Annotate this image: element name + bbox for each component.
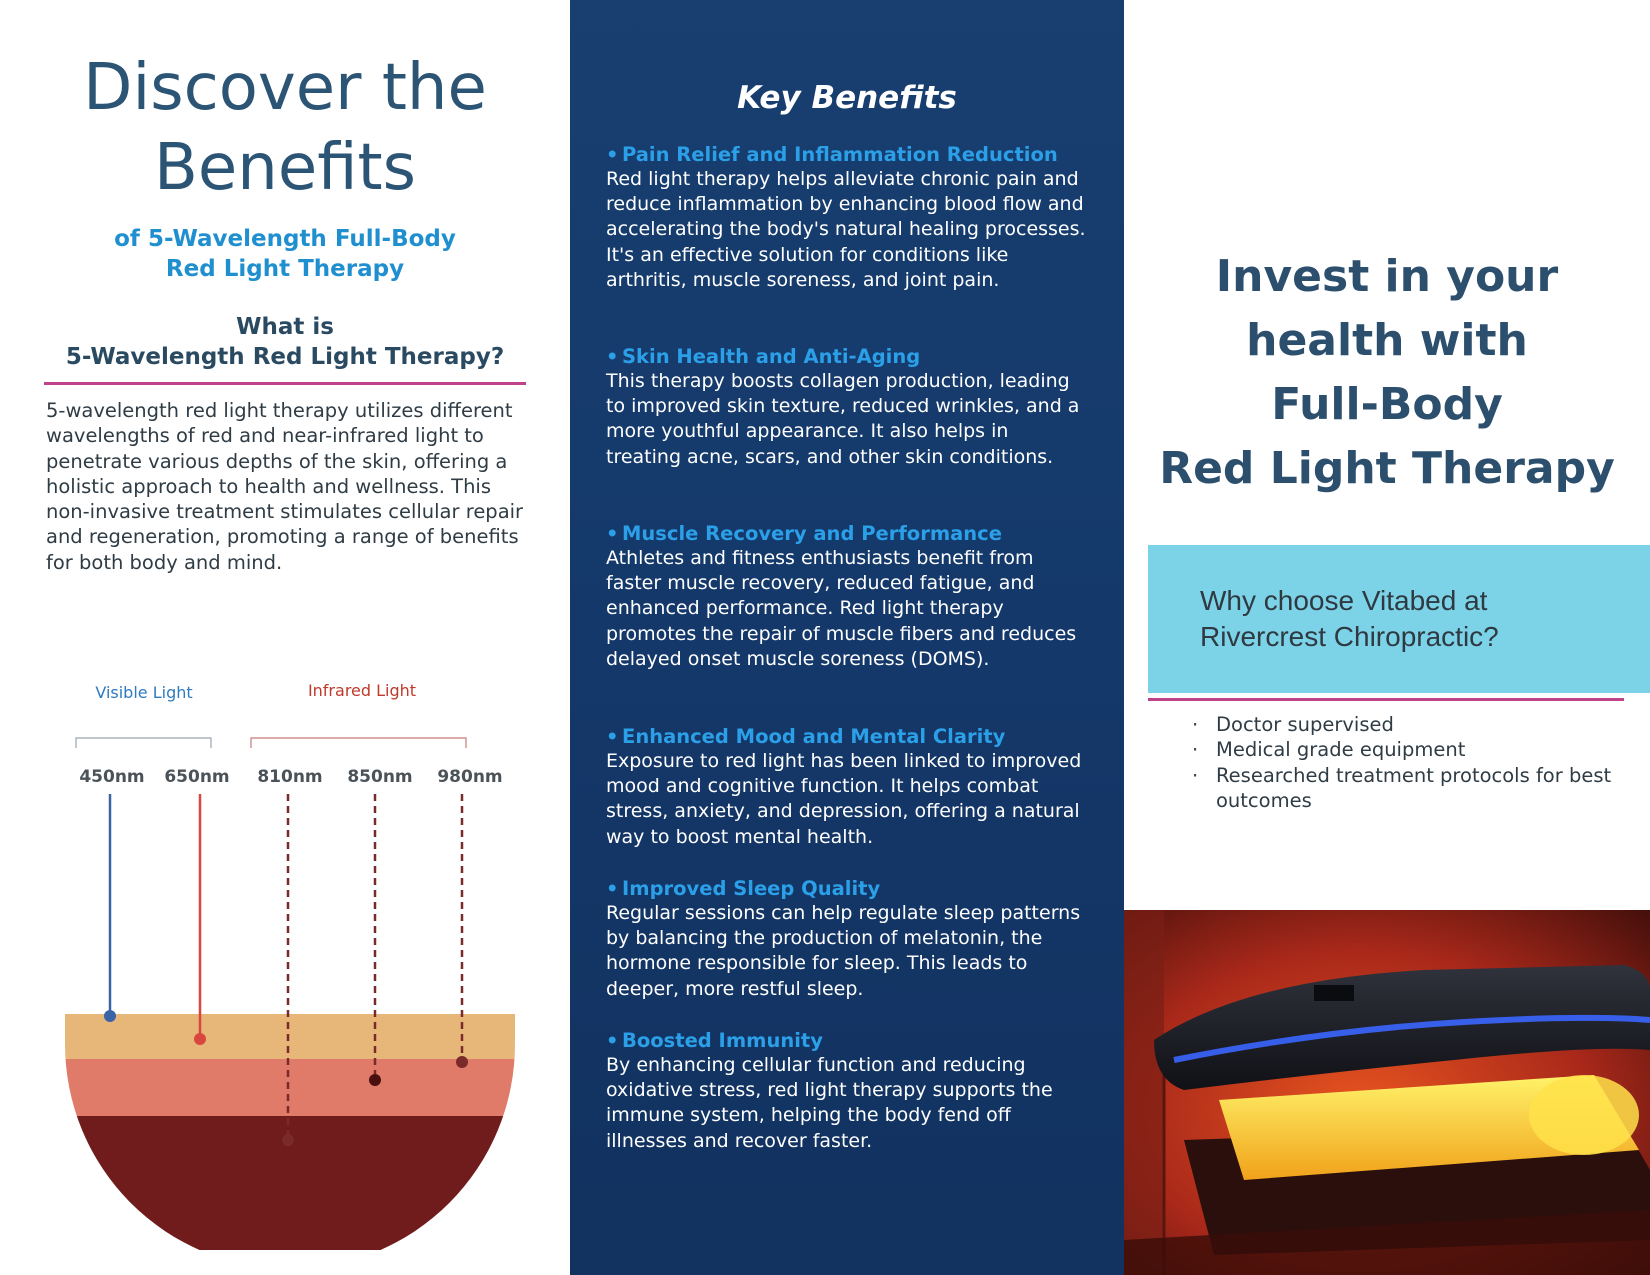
benefit-heading: Boosted Immunity <box>622 1029 823 1052</box>
benefit-body: By enhancing cellular function and reducing oxidative stress, red light therapy supports the immune system, helping the body fend off illnesses and recover faster. <box>606 1054 1053 1152</box>
wavelength-label-810: 810nm <box>257 767 323 787</box>
benefit-body: Red light therapy helps alleviate chronic pain and reduce inflammation by enhancing blood flow and accelerating the body's natural healing processes. It's an effective solution for conditions like arthritis, muscle soreness, and joint pain. <box>606 168 1086 291</box>
benefit-item <box>606 344 1086 470</box>
why-choose-heading <box>1200 583 1620 655</box>
bullet-icon: • <box>606 877 619 900</box>
bullet-icon: • <box>606 345 619 368</box>
reason-text: Medical grade equipment <box>1216 738 1466 762</box>
list-item <box>1192 712 1636 737</box>
subtitle-line-1: of 5-Wavelength Full-Body <box>114 226 456 252</box>
benefit-body: Regular sessions can help regulate sleep patterns by balancing the production of melatonin, the hormone responsible for sleep. This leads to deeper, more restful sleep. <box>606 902 1081 1000</box>
reasons-list <box>1192 712 1636 813</box>
key-benefits-panel <box>570 0 1124 1275</box>
title-line-1: Discover the <box>83 51 487 125</box>
subtitle <box>40 224 530 284</box>
invest-line-2: health with <box>1246 315 1528 366</box>
bullet-icon: · <box>1192 713 1199 736</box>
endpoint-850nm <box>369 1074 381 1086</box>
why-choose-box <box>1148 545 1650 693</box>
dermis-layer <box>40 1059 540 1116</box>
room-wall <box>1124 910 1164 1275</box>
visible-bracket <box>76 738 211 748</box>
key-benefits-title: Key Benefits <box>737 80 957 116</box>
wavelength-label-450: 450nm <box>79 767 145 787</box>
invest-line-3: Full-Body <box>1271 379 1503 430</box>
divider-rule <box>44 382 526 385</box>
invest-line-4: Red Light Therapy <box>1159 443 1615 494</box>
benefit-item <box>606 876 1086 1002</box>
bed-end-glow <box>1529 1075 1639 1155</box>
benefit-heading: Enhanced Mood and Mental Clarity <box>622 725 1006 748</box>
subtitle-line-2: Red Light Therapy <box>165 256 405 282</box>
infrared-bracket <box>251 738 466 748</box>
what-is-line-1: What is <box>236 314 334 340</box>
endpoint-980nm <box>456 1056 468 1068</box>
benefit-heading: Skin Health and Anti-Aging <box>622 345 921 368</box>
left-panel <box>0 0 570 1275</box>
benefit-body: Exposure to red light has been linked to improved mood and cognitive function. It helps combat stress, anxiety, and depression, offering a natural way to boost mental health. <box>606 750 1082 848</box>
bullet-icon: • <box>606 1029 619 1052</box>
benefit-item <box>606 1028 1086 1154</box>
why-line-1: Why choose Vitabed at <box>1200 585 1488 616</box>
bullet-icon: · <box>1192 738 1199 762</box>
description-paragraph: 5-wavelength red light therapy utilizes different wavelengths of red and near-infrared light to penetrate various depths of the skin, offering a holistic approach to health and wellness. This non-invasive treatment stimulates cellular repair and regeneration, promoting a range of benefits for both body and mind. <box>46 399 524 574</box>
bullet-icon: · <box>1192 763 1199 787</box>
invest-heading <box>1124 245 1650 501</box>
bullet-icon: • <box>606 143 619 166</box>
page-title <box>20 48 550 208</box>
benefit-heading: Pain Relief and Inflammation Reduction <box>622 143 1058 166</box>
reason-text: Doctor supervised <box>1216 713 1394 736</box>
why-divider-rule <box>1148 698 1624 701</box>
benefit-heading: Muscle Recovery and Performance <box>622 522 1002 545</box>
benefit-body: This therapy boosts collagen production, leading to improved skin texture, reduced wrinkles, and a more youthful appearance. It also helps in treating acne, scars, and other skin conditions. <box>606 370 1080 468</box>
benefit-item <box>606 142 1086 293</box>
what-is-line-2: 5-Wavelength Red Light Therapy? <box>65 344 505 370</box>
lid-panel <box>1314 985 1354 1001</box>
why-line-2: Rivercrest Chiropractic? <box>1200 621 1499 652</box>
endpoint-450nm <box>104 1010 116 1022</box>
epidermis-layer <box>40 1014 540 1059</box>
wavelength-penetration-diagram <box>40 680 540 1250</box>
list-item <box>1192 737 1636 762</box>
what-is-heading <box>40 312 530 372</box>
wavelength-label-980: 980nm <box>437 767 503 787</box>
reason-text: Researched treatment protocols for best outcomes <box>1216 763 1612 812</box>
title-line-2: Benefits <box>154 131 416 205</box>
right-panel <box>1124 0 1650 1275</box>
benefit-item <box>606 724 1086 850</box>
visible-light-label: Visible Light <box>95 683 193 702</box>
bullet-icon: • <box>606 725 619 748</box>
benefit-item <box>606 521 1086 672</box>
infrared-light-label: Infrared Light <box>307 681 417 700</box>
benefit-body: Athletes and fitness enthusiasts benefit from faster muscle recovery, reduced fatigue, and enhanced performance. Red light therapy promotes the repair of muscle fibers and reduces delayed onset muscle soreness (DOMS). <box>606 547 1077 670</box>
endpoint-810nm <box>282 1134 294 1146</box>
red-light-bed-photo <box>1124 910 1650 1275</box>
skin-layers <box>40 1014 540 1250</box>
bullet-icon: • <box>606 522 619 545</box>
invest-line-1: Invest in your <box>1215 251 1559 302</box>
benefit-heading: Improved Sleep Quality <box>622 877 881 900</box>
wavelength-label-650: 650nm <box>164 767 230 787</box>
list-item <box>1192 763 1636 814</box>
wavelength-label-850: 850nm <box>347 767 413 787</box>
endpoint-650nm <box>194 1033 206 1045</box>
